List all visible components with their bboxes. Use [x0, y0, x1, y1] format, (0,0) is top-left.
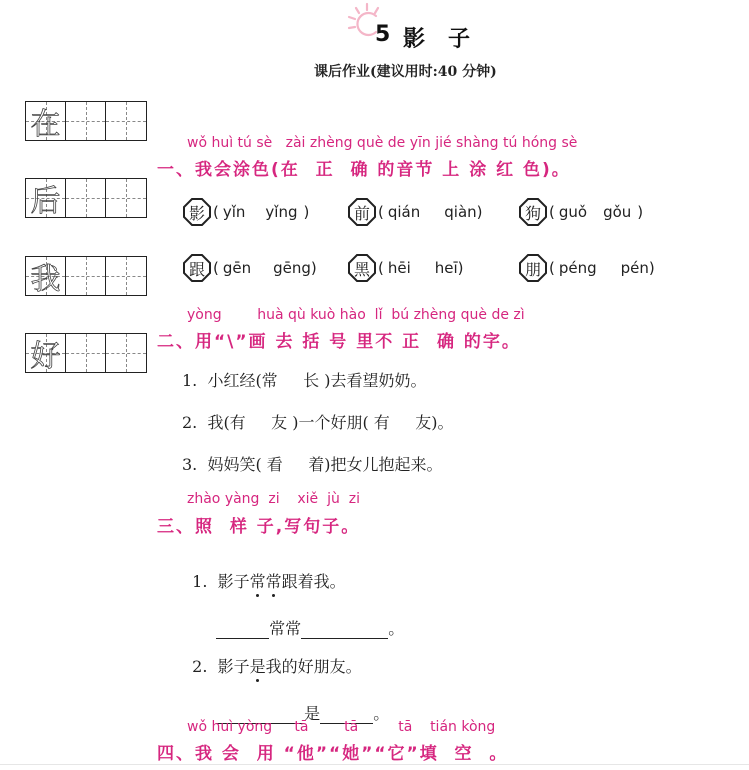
grid-char: 我 [30, 262, 61, 297]
writing-grid-4[interactable] [25, 333, 147, 373]
choice-item-ying: 影 ( yǐn yǐng ) [183, 198, 309, 226]
pinyin-option[interactable]: gēng [273, 259, 311, 277]
page-divider [0, 764, 749, 765]
section4-heading: 四、我 会 用 “他”“她”“它”填 空 。 [157, 744, 509, 764]
octagon-badge-icon: 影 [183, 198, 211, 226]
writing-grid-3[interactable] [25, 256, 147, 296]
choice-item-hei: 黑 ( hēi heī ) [348, 254, 464, 282]
pinyin-option[interactable]: gēn [222, 259, 252, 277]
writing-grid-1[interactable] [25, 101, 147, 141]
lesson-number: 5 [375, 22, 391, 47]
octagon-badge-icon: 朋 [519, 254, 547, 282]
section2-pinyin: yòng huà qù kuò hào lǐ bú zhèng què de zì [187, 307, 525, 323]
section3-heading: 三、照 样 子,写句子。 [157, 517, 361, 537]
writing-grid-2[interactable] [25, 178, 147, 218]
pinyin-option[interactable]: yǐn [222, 203, 246, 221]
octagon-badge-icon: 狗 [519, 198, 547, 226]
octagon-badge-icon: 黑 [348, 254, 376, 282]
grid-char: 在 [30, 107, 61, 142]
answer-line-1: 常常 。 [206, 597, 404, 639]
choice-item-qian: 前 ( qián qiàn ) [348, 198, 483, 226]
grid-char: 后 [30, 184, 61, 219]
section2-heading: 二、用“\”画 去 括 号 里不 正 确 的字。 [157, 332, 521, 352]
grid-char: 好 [30, 339, 61, 374]
octagon-badge-icon: 跟 [183, 254, 211, 282]
example-sentence-2: 2. 影子是我的好朋友。 [192, 657, 362, 676]
page-subtitle: 课后作业(建议用时:40 分钟) [314, 64, 497, 80]
pinyin-option[interactable]: hēi [387, 259, 411, 277]
pinyin-option[interactable]: guǒ [558, 203, 588, 221]
pinyin-option[interactable]: qián [387, 203, 421, 221]
choice-item-gen: 跟 ( gēn gēng ) [183, 254, 317, 282]
section2-sentence-1[interactable]: 1. 小红经(常 长 )去看望奶奶。 [182, 371, 427, 390]
section1-pinyin: wǒ huì tú sè zài zhèng què de yīn jié shàng tú hóng sè [187, 135, 578, 151]
pinyin-option[interactable]: heī [434, 259, 458, 277]
section3-pinyin: zhào yàng zi xiě jù zi [187, 491, 360, 507]
section2-sentence-2[interactable]: 2. 我(有 友 )一个好朋( 有 友)。 [182, 413, 454, 432]
section1-heading: 一、我会涂色(在 正 确 的音节 上 涂 红 色)。 [157, 160, 571, 180]
example-sentence-1: 1. 影子常常跟着我。 [192, 572, 346, 591]
section2-sentence-3[interactable]: 3. 妈妈笑( 看 着)把女儿抱起来。 [182, 455, 443, 474]
lesson-title: 影 子 [403, 26, 470, 52]
pinyin-option[interactable]: péng [558, 259, 597, 277]
pinyin-option[interactable]: gǒu [603, 203, 632, 221]
pinyin-option[interactable]: yǐng [265, 203, 298, 221]
pinyin-option[interactable]: qiàn [444, 203, 477, 221]
choice-item-peng: 朋 ( péng pén ) [519, 254, 655, 282]
octagon-badge-icon: 前 [348, 198, 376, 226]
section4-pinyin: wǒ huì yòng tā tā tā tián kòng [187, 719, 496, 735]
pinyin-option[interactable]: pén [620, 259, 649, 277]
answer-line-2: 是 。 [206, 682, 389, 724]
choice-item-gou: 狗 ( guǒ gǒu ) [519, 198, 643, 226]
